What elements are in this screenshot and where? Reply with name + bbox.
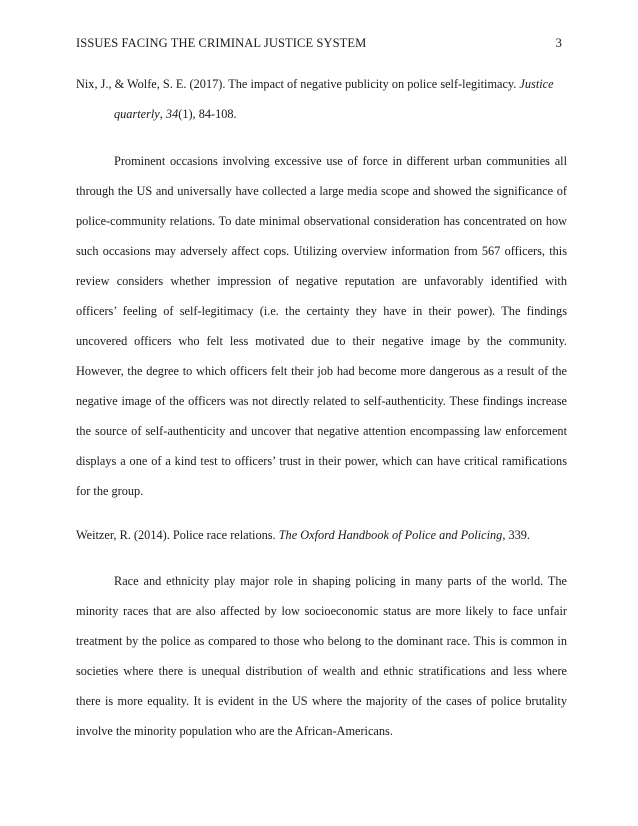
reference-weitzer: [76, 520, 567, 550]
reference-text: Weitzer, R. (2014). Police race relations.: [76, 528, 279, 542]
page-number: 3: [555, 36, 562, 50]
reference-issue-pages: (1), 84-108.: [178, 107, 237, 121]
annotation-paragraph-2: Race and ethnicity play major role in shaping policing in many parts of the world. The minority races that are also affected by low socioeconomic status are more likely to face unfair treatment by the police as compared to those who belong to the dominant race. This is common in societies where there is unequal distribution of wealth and ethnic stratifications and less where there is more equality. It is evident in the US where the majority of the cases of police brutality involve the minority population who are the African-Americans.: [76, 574, 567, 738]
book-title: The Oxford Handbook of Police and Policing: [278, 528, 503, 542]
journal-title: Justice quarterly: [114, 77, 554, 121]
running-head: [76, 36, 562, 56]
reference-separator: ,: [159, 107, 166, 121]
document-body: [76, 69, 567, 746]
reference-nix-wolfe: [76, 69, 567, 129]
annotation-paragraph-1: Prominent occasions involving excessive use of force in different urban communities all through the US and universally have collected a large media scope and showed the significance of police-community relations. To date minimal observational consideration has concentrated on how such occasions may adversely affect cops. Utilizing overview information from 567 officers, this review considers whether impression of negative reputation are unfavorably identified with officers’ feeling of self-legitimacy (i.e. the certainty they have in their power). The findings uncovered officers who felt less motivated due to their negative image by the community. However, the degree to which officers felt their job had become more dangerous as a result of the negative image of the officers was not directly related to self-authenticity. These findings increase the source of self-authenticity and uncover that negative attention encompassing law enforcement displays a one of a kind test to officers’ trust in their power, which can have critical ramifications for the group.: [76, 154, 567, 498]
running-head-title: ISSUES FACING THE CRIMINAL JUSTICE SYSTEM: [76, 36, 367, 50]
reference-text: Nix, J., & Wolfe, S. E. (2017). The impact of negative publicity on police self-legitimacy.: [76, 77, 520, 91]
reference-pages: , 339.: [502, 528, 530, 542]
journal-volume: 34: [165, 107, 179, 121]
